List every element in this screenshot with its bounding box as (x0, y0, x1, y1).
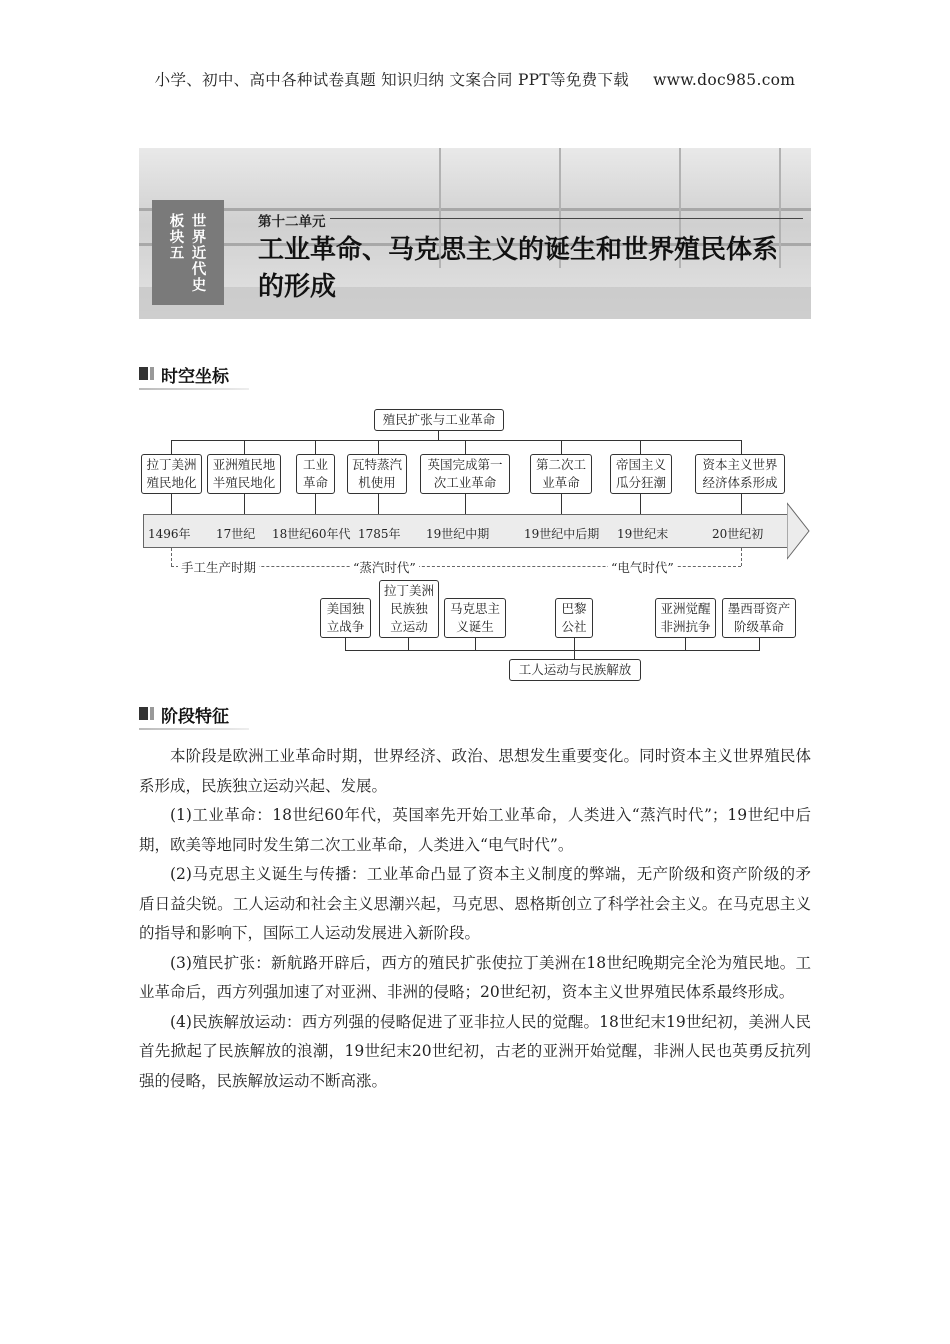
event-box: 马克思主 义诞生 (444, 598, 506, 638)
top-category-box: 殖民扩张与工业革命 (374, 409, 504, 431)
timeline-arrowhead-icon (787, 500, 811, 562)
event-box: 第二次工 业革命 (530, 454, 592, 494)
timeline-tick: 19世纪末 (617, 527, 669, 541)
event-box: 英国完成第一 次工业革命 (420, 454, 510, 494)
paragraph: (4)民族解放运动：西方列强的侵略促进了亚非拉人民的觉醒。18世纪末19世纪初，美洲人民首先掀起了民族解放的浪潮，19世纪末20世纪初，古老的亚洲开始觉醒，非洲人民也英勇反抗列强的侵略，民族解放运动不断高涨。 (139, 1012, 811, 1090)
event-box: 拉丁美洲 民族独 立运动 (379, 580, 439, 638)
unit-label: 第十二单元 (258, 214, 326, 230)
event-box: 工业 革命 (296, 454, 335, 494)
era-label: “电气时代” (608, 558, 677, 576)
bottom-category-box: 工人运动与民族解放 (509, 659, 641, 681)
event-box: 拉丁美洲 殖民地化 (141, 454, 202, 494)
paragraph: (1)工业革命：18世纪60年代，英国率先开始工业革命，人类进入“蒸汽时代”；19世纪中后期，欧美等地同时发生第二次工业革命，人类进入“电气时代”。 (139, 806, 811, 854)
section-title: 阶段特征 (161, 707, 229, 727)
tab-col-2: 世界近代史 (191, 214, 207, 294)
event-box: 巴黎 公社 (555, 598, 593, 638)
unit-rule (330, 218, 803, 219)
tab-col-1: 板块五 (169, 214, 185, 262)
heading-bullet-icon (139, 707, 148, 720)
timeline-tick: 19世纪中后期 (524, 527, 600, 541)
timeline-tick: 19世纪中期 (426, 527, 490, 541)
event-box: 帝国主义 瓜分狂潮 (610, 454, 672, 494)
section-tab (152, 200, 224, 305)
paragraph: (2)马克思主义诞生与传播：工业革命凸显了资本主义制度的弊端，无产阶级和资产阶级的矛盾日益尖锐。工人运动和社会主义思潮兴起，马克思、恩格斯创立了科学社会主义。在马克思主义的指导和影响下，国际工人运动发展进入新阶段。 (139, 865, 811, 942)
paragraph: (3)殖民扩张：新航路开辟后，西方的殖民扩张使拉丁美洲在18世纪晚期完全沦为殖民地。工业革命后，西方列强加速了对亚洲、非洲的侵略；20世纪初，资本主义世界殖民体系最终形成。 (139, 953, 811, 1001)
header-url: www.doc985.com (653, 71, 796, 89)
page-header (0, 68, 950, 90)
era-label: “蒸汽时代” (350, 558, 419, 576)
unit-title: 工业革命、马克思主义的诞生和世界殖民体系的形成 (258, 235, 779, 302)
timeline-tick: 1496年 (148, 527, 191, 541)
era-label: 手工生产时期 (178, 558, 259, 576)
event-box: 美国独 立战争 (320, 598, 371, 638)
event-box: 墨西哥资产 阶级革命 (722, 598, 796, 638)
paragraph: 本阶段是欧洲工业革命时期，世界经济、政治、思想发生重要变化。同时资本主义世界殖民体系形成，民族独立运动兴起、发展。 (139, 747, 811, 795)
event-box: 亚洲觉醒 非洲抗争 (655, 598, 716, 638)
event-box: 资本主义世界 经济体系形成 (695, 454, 785, 494)
header-left-text: 小学、初中、高中各种试卷真题 知识归纳 文案合同 PPT等免费下载 (154, 71, 630, 89)
timeline-tick: 18世纪60年代 (272, 527, 351, 541)
body-text (139, 742, 811, 1096)
heading-bullet-icon (139, 367, 148, 380)
timeline-tick: 17世纪 (216, 527, 256, 541)
timeline-tick: 1785年 (358, 527, 401, 541)
timeline-tick: 20世纪初 (712, 527, 764, 541)
event-box: 瓦特蒸汽 机使用 (347, 454, 407, 494)
event-box: 亚洲殖民地 半殖民地化 (207, 454, 281, 494)
section-title: 时空坐标 (161, 367, 229, 387)
